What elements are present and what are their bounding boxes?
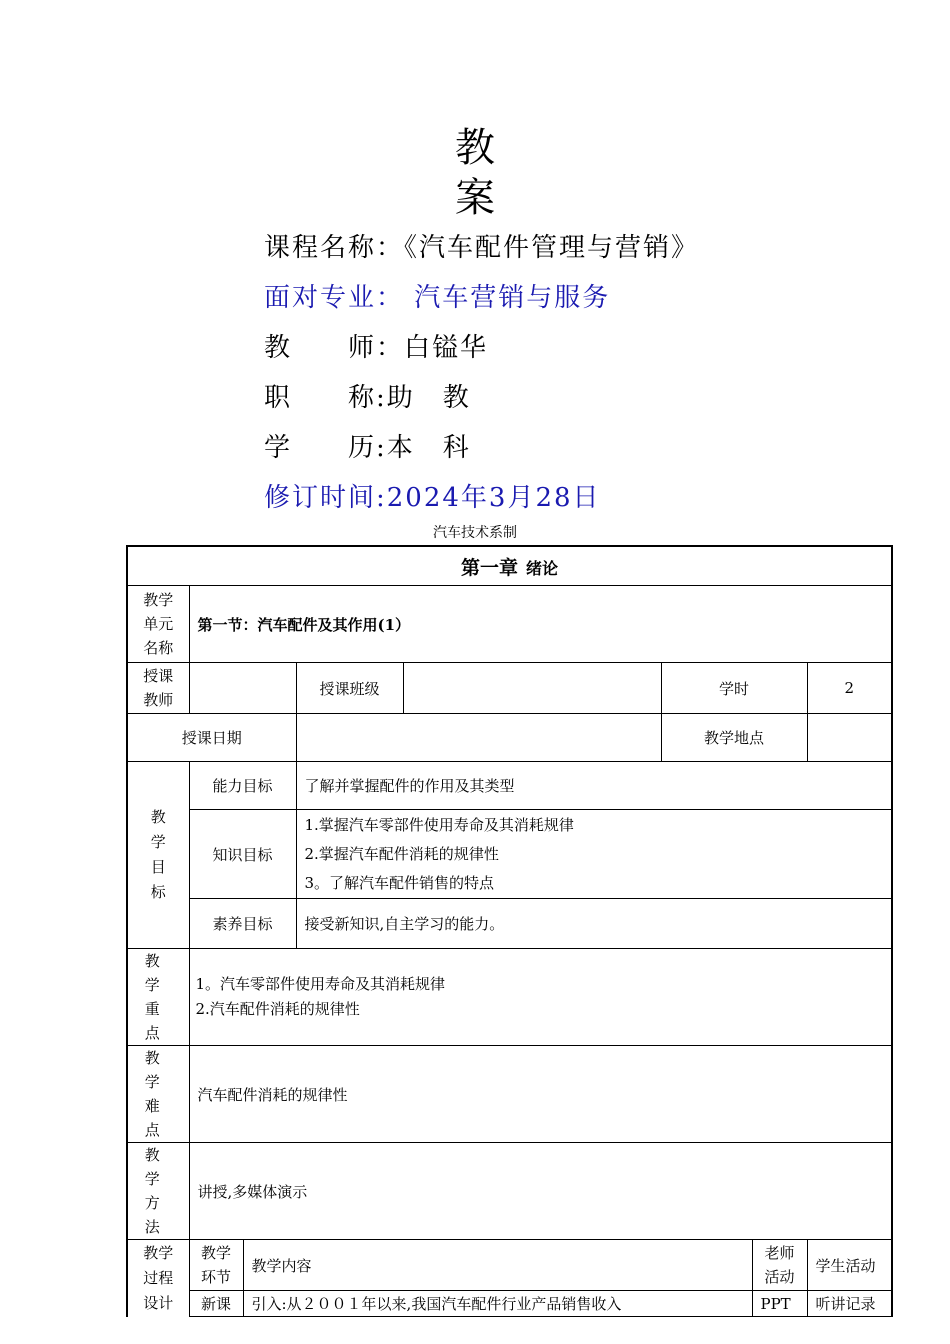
revised-line — [264, 482, 601, 514]
proc-row-teacher: PPT — [752, 1291, 807, 1317]
place-label-cell: 教学地点 — [661, 714, 807, 762]
rank-line — [264, 382, 471, 414]
teacher-line — [264, 332, 488, 364]
course-line — [264, 232, 699, 264]
focus-item: 1。汽车零部件使用寿命及其消耗规律 — [195, 975, 446, 993]
chapter-sub: 绪论 — [526, 558, 559, 578]
proc-row-student: 听讲记录 — [807, 1291, 892, 1317]
date-value-cell — [296, 714, 661, 762]
quality-label-cell: 素养目标 — [189, 899, 296, 949]
ability-value-cell: 了解并掌握配件的作用及其类型 — [296, 762, 892, 810]
revised-value: 2024年3月28日 — [386, 483, 601, 513]
proc-student-header: 学生活动 — [807, 1240, 892, 1291]
unit-label: 教学单元名称 — [127, 586, 189, 663]
hours-label-cell: 学时 — [661, 663, 807, 714]
teacher-label-cell: 授课教师 — [127, 663, 189, 714]
proc-row-content: 引入:从２００１年以来,我国汽车配件行业产品销售收入 — [243, 1291, 752, 1317]
unit-value: 第一节：汽车配件及其作用(1） — [189, 586, 892, 663]
chapter-main: 第一章 — [460, 556, 518, 579]
proc-stage-header: 教学环节 — [189, 1240, 243, 1291]
date-label-cell: 授课日期 — [127, 714, 296, 762]
class-label-cell: 授课班级 — [296, 663, 403, 714]
teacher-label: 教 师： — [264, 333, 405, 363]
teacher-value-cell — [189, 663, 296, 714]
major-label: 面对专业： — [264, 283, 405, 313]
edu-value: 本 科 — [386, 433, 471, 463]
knowledge-value-cell — [296, 810, 892, 899]
hours-value-cell: 2 — [807, 663, 892, 714]
edu-label: 学 历: — [264, 433, 387, 463]
ability-label-cell: 能力目标 — [189, 762, 296, 810]
proc-teacher-header: 老师活动 — [752, 1240, 807, 1291]
knowledge-item: 2.掌握汽车配件消耗的规律性 — [304, 844, 499, 863]
revised-label: 修订时间: — [264, 483, 387, 513]
knowledge-item: 1.掌握汽车零部件使用寿命及其消耗规律 — [304, 815, 574, 834]
title-char-2: 案 — [455, 175, 495, 221]
difficulty-label-cell: 教学难点 — [127, 1046, 189, 1143]
quality-value-cell: 接受新知识,自主学习的能力。 — [296, 899, 892, 949]
class-value-cell — [403, 663, 661, 714]
goals-label-cell: 教学目标 — [127, 762, 189, 949]
major-value: 汽车营销与服务 — [414, 283, 611, 313]
chapter-title — [127, 546, 892, 586]
department-label: 汽车技术系制 — [433, 525, 517, 541]
knowledge-item: 3。了解汽车配件销售的特点 — [304, 873, 495, 892]
rank-label: 职 称: — [264, 383, 387, 413]
knowledge-label-cell: 知识目标 — [189, 810, 296, 899]
course-label: 课程名称： — [264, 233, 405, 263]
method-value-cell: 讲授,多媒体演示 — [189, 1143, 892, 1240]
place-value-cell — [807, 714, 892, 762]
lesson-plan-table — [126, 545, 893, 1317]
edu-line — [264, 432, 471, 464]
major-line — [264, 282, 610, 314]
proc-content-header: 教学内容 — [243, 1240, 752, 1291]
focus-value-cell — [189, 949, 892, 1046]
method-label-cell: 教学方法 — [127, 1143, 189, 1240]
focus-item: 2.汽车配件消耗的规律性 — [195, 1000, 360, 1018]
rank-value: 助 教 — [386, 383, 471, 413]
focus-label-cell: 教学重点 — [127, 949, 189, 1046]
difficulty-value-cell: 汽车配件消耗的规律性 — [189, 1046, 892, 1143]
process-label-cell: 教学过程设计 — [127, 1240, 189, 1317]
proc-row-stage: 新课 — [189, 1291, 243, 1317]
title-char-1: 教 — [455, 125, 495, 171]
course-value: 《汽车配件管理与营销》 — [404, 233, 700, 263]
teacher-value: 白镒华 — [404, 333, 489, 363]
